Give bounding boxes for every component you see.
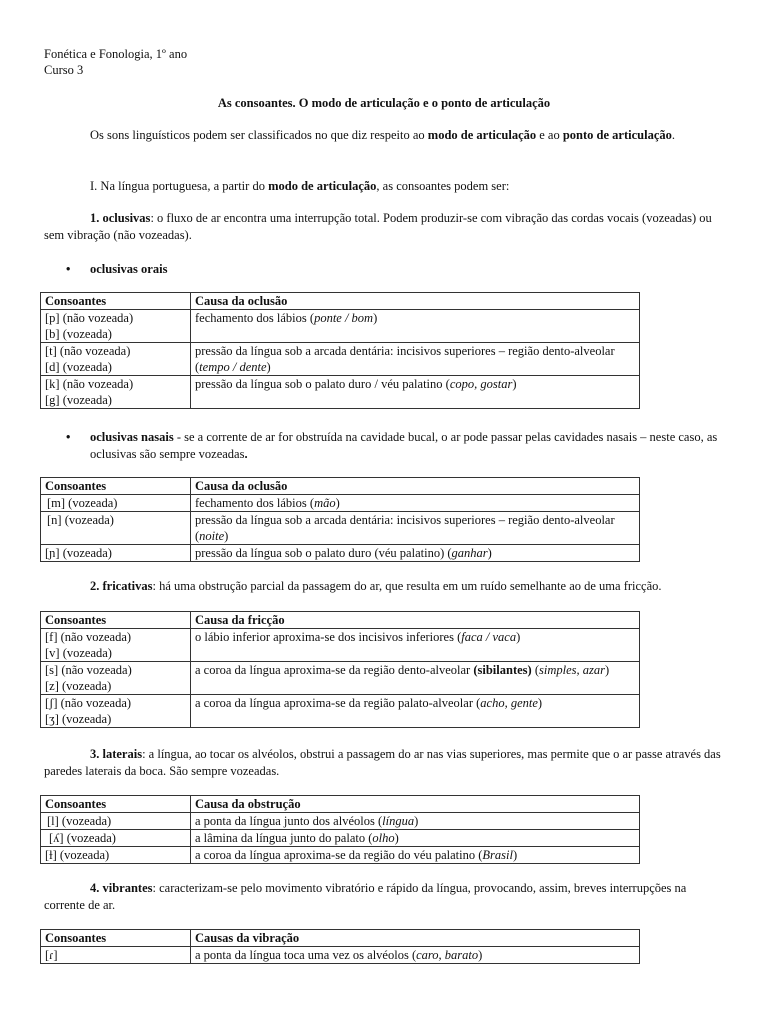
col-header-causa: Causa da obstrução bbox=[191, 796, 640, 813]
table-row: [m] (vozeada) fechamento dos lábios (mão) bbox=[41, 495, 640, 512]
table-header-row bbox=[41, 796, 640, 813]
laterais-paragraph: 3. laterais: a língua, ao tocar os alvéolos, obstrui a passagem do ar nas vias superiores, mas permite que o ar passe através das paredes laterais da boca. São sempre vozeadas. bbox=[44, 747, 721, 778]
table-row: [ɾ] a ponta da língua toca uma vez os alvéolos (caro, barato) bbox=[41, 947, 640, 964]
laterais-heading: 3. laterais bbox=[90, 747, 143, 761]
table-row: [n] (vozeada) pressão da língua sob a arcada dentária: incisivos superiores – região dento-alveolar (noite) bbox=[41, 512, 640, 545]
fricativas-paragraph: 2. fricativas: há uma obstrução parcial da passagem do ar, que resulta em um ruído semelhante ao de uma fricção. bbox=[90, 579, 662, 593]
table-row: [ɫ] (vozeada) a coroa da língua aproxima-se da região do véu palatino (Brasil) bbox=[41, 847, 640, 864]
vibrantes-paragraph: 4. vibrantes: caracterizam-se pelo movimento vibratório e rápido da língua, provocando, assim, breves interrupções na corrente de ar. bbox=[44, 881, 687, 912]
section-intro: I. Na língua portuguesa, a partir do modo de articulação, as consoantes podem ser: bbox=[90, 179, 510, 193]
table-oclusivas-orais bbox=[40, 292, 640, 409]
curso-line: Curso 3 bbox=[44, 63, 84, 77]
table-fricativas bbox=[40, 611, 640, 728]
bullet-oclusivas-nasais: • oclusivas nasais - se a corrente de ar for obstruída na cavidade bucal, o ar pode passar pelas cavidades nasais – neste caso, as oclusivas são sempre vozeadas. bbox=[66, 430, 718, 461]
table-vibrantes bbox=[40, 929, 640, 964]
table-header-row bbox=[41, 612, 640, 629]
oclusivas-heading: 1. oclusivas bbox=[90, 211, 151, 225]
table-oclusivas-nasais bbox=[40, 477, 640, 562]
col-header-causa: Causas da vibração bbox=[191, 930, 640, 947]
vibrantes-heading: 4. vibrantes bbox=[90, 881, 153, 895]
col-header-causa: Causa da fricção bbox=[191, 612, 640, 629]
table-row: [ɲ] (vozeada) pressão da língua sob o palato duro (véu palatino) (ganhar) bbox=[41, 545, 640, 562]
col-header-consoantes: Consoantes bbox=[41, 478, 191, 495]
table-row: [p] (não vozeada) [b] (vozeada) fechamento dos lábios (ponte / bom) bbox=[41, 310, 640, 343]
col-header-consoantes: Consoantes bbox=[41, 796, 191, 813]
table-header-row bbox=[41, 478, 640, 495]
table-header-row bbox=[41, 930, 640, 947]
table-row: [ʎ] (vozeada) a lâmina da língua junto do palato (olho) bbox=[41, 830, 640, 847]
intro-paragraph: Os sons linguísticos podem ser classificados no que diz respeito ao modo de articulação e ao ponto de articulação. bbox=[90, 128, 676, 142]
table-row: [l] (vozeada) a ponta da língua junto dos alvéolos (língua) bbox=[41, 813, 640, 830]
bullet-dot-icon: • bbox=[66, 262, 71, 276]
col-header-consoantes: Consoantes bbox=[41, 612, 191, 629]
col-header-causa: Causa da oclusão bbox=[191, 293, 640, 310]
table-row: [ʃ] (não vozeada) [ʒ] (vozeada) a coroa da língua aproxima-se da região palato-alveolar (acho, gente) bbox=[41, 695, 640, 728]
col-header-consoantes: Consoantes bbox=[41, 930, 191, 947]
fricativas-heading: 2. fricativas bbox=[90, 579, 153, 593]
table-header-row bbox=[41, 293, 640, 310]
course-line: Fonética e Fonologia, 1º ano bbox=[44, 47, 188, 61]
oclusivas-paragraph: 1. oclusivas: o fluxo de ar encontra uma interrupção total. Podem produzir-se com vibração das cordas vocais (vozeadas) ou sem vibração (não vozeadas). bbox=[44, 211, 712, 242]
col-header-consoantes: Consoantes bbox=[41, 293, 191, 310]
table-row: [k] (não vozeada) [g] (vozeada) pressão da língua sob o palato duro / véu palatino (copo, gostar) bbox=[41, 376, 640, 409]
table-laterais bbox=[40, 795, 640, 864]
bullet-oclusivas-orais: • oclusivas orais bbox=[66, 262, 168, 276]
col-header-causa: Causa da oclusão bbox=[191, 478, 640, 495]
table-row: [f] (não vozeada) [v] (vozeada) o lábio inferior aproxima-se dos incisivos inferiores (faca / vaca) bbox=[41, 629, 640, 662]
bullet-dot-icon: • bbox=[66, 430, 71, 444]
table-row: [s] (não vozeada) [z] (vozeada) a coroa da língua aproxima-se da região dento-alveolar (sibilantes) (simples, azar) bbox=[41, 662, 640, 695]
table-row: [t] (não vozeada) [d] (vozeada) pressão da língua sob a arcada dentária: incisivos superiores – região dento-alveolar (tempo / dente) bbox=[41, 343, 640, 376]
document-title: As consoantes. O modo de articulação e o ponto de articulação bbox=[217, 96, 551, 110]
